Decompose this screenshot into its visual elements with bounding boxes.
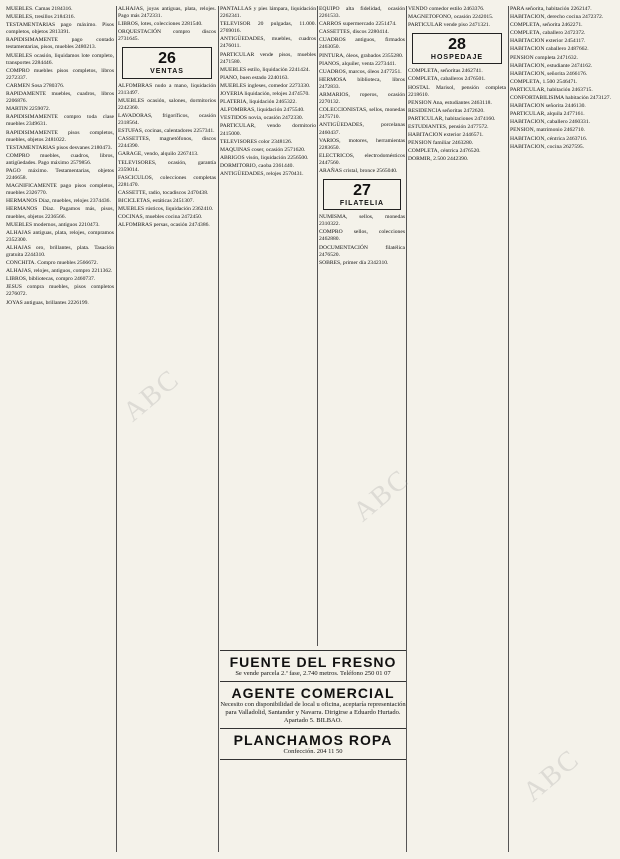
classified-ad: CUADROS antiguos, firmados 2463050. [319, 37, 405, 51]
column-4 [319, 6, 405, 646]
column-6 [510, 6, 614, 852]
classified-ad: HABITACION, derecho cocina 2472372. [510, 14, 604, 21]
watermark: ABC [117, 363, 186, 428]
classified-ad: HABITACION, señorita 2466176. [510, 70, 588, 77]
classified-ad: MUEBLES ocasión, salones, dormitorios 2242360. [118, 97, 216, 111]
ad-headline: PLANCHAMOS ROPA [233, 732, 393, 748]
classified-ad: ALFOMBRAS nudo a mano, liquidación 2313497. [118, 82, 216, 96]
classified-ad: PAGO máximo. Testamentarias, objetos 2246658. [6, 167, 114, 182]
ad-headline: AGENTE COMERCIAL [231, 685, 395, 701]
classified-ad: PENSION Ana, estudiantes 2463118. [408, 99, 492, 106]
classified-ad: ANTIGÜEDADES, muebles, cuadros 2476011. [220, 36, 316, 50]
classified-ad: MARTIN 2259072. [6, 106, 51, 113]
classified-ad: PLATERIA, liquidación 2465322. [220, 99, 297, 106]
classified-ad: ALHAJAS, relojes, antiguos, compro 2211362. [6, 268, 113, 275]
classified-ad: LIBROS, lotes, colecciones 2281540. [118, 21, 203, 28]
classified-ad: HABITACION, céntrica 2463716. [510, 135, 588, 142]
ads-list [118, 83, 216, 230]
classified-ad: COMPRO muebles pisos completos, libros 2272337. [6, 67, 114, 81]
section-number: 26 [158, 50, 176, 68]
ad-text: Confección. 204 11 50 [283, 748, 343, 755]
classified-ad: ALFOMBRAS, liquidación 2475540. [220, 107, 305, 114]
classified-ad: FASCICULOS, colecciones completas 2281470. [118, 174, 216, 188]
ad-text: Se vende parcela 2.ª fase, 2.740 metros. Teléfono 250 01 07 [235, 670, 391, 677]
classified-ad: JESUS compra muebles, pisos completos 2276072. [6, 284, 114, 298]
classified-ad: NUMISMA, sellos, monedas 2310322. [319, 214, 405, 228]
ads-list [220, 6, 316, 178]
classified-ad: MUEBLES ingleses, comedor 2273330. [220, 82, 311, 89]
classified-ad: ALHAJAS, joyas antiguas, plata, relojes. Pago más 2472331. [118, 6, 216, 20]
classified-ad: PINTURA, óleos, grabados 2355280. [319, 52, 404, 59]
classified-ad: DORMITORIO, caoba 2361440. [220, 162, 294, 169]
classified-ad: PANTALLAS y pies lámpara, liquidación 2262341. [220, 6, 316, 20]
classified-ad: ARAÑAS cristal, bronce 2565040. [319, 167, 398, 174]
classified-ad: COMPLETA, caballero 2472372. [510, 30, 586, 37]
section-number: 28 [448, 36, 466, 54]
classified-ad: VENDO comedor estilo 2463376. [408, 6, 485, 12]
classified-ad: HABITACION señorita 2446130. [510, 103, 586, 110]
classified-ad: ESTUFAS, cocinas, calentadores 2257341. [118, 128, 215, 135]
classified-ad: PENSION completa 2471632. [510, 54, 578, 61]
classified-ad: HABITACION exterior 2454117. [510, 38, 586, 45]
classified-ad: BICICLETAS, estáticas 2451307. [118, 197, 194, 204]
classified-ad: COMPLETA, caballeros 2476501. [408, 76, 486, 83]
classified-ad: RAPIDISIMAMENTE pisos completos, muebles, objetos 2481022. [6, 129, 114, 143]
section-header-ventas [122, 47, 212, 78]
classified-ad: ANTIGÜEDADES, porcelanas 2460437. [319, 122, 405, 136]
ad-text: Necesito con disponibilidad de local u oficina, aceptaría representación para Valladolid, Santander y Navarra. Dirigirse a Eduardo Hurtado. Apartado 5. BILBAO. [220, 701, 406, 724]
classified-page [6, 6, 614, 852]
classified-ad: PENSION, matrimonio 2462710. [510, 127, 585, 134]
classified-ad: CASSETTES, discos 2280414. [319, 29, 389, 36]
classified-ad: COLECCIONISTAS, sellos, monedas 2475710. [319, 107, 405, 121]
classified-ad: VESTIDOS novia, ocasión 2472330. [220, 115, 304, 122]
watermark: ABC [517, 743, 586, 808]
classified-ad: CARROS supermercado 2251474. [319, 21, 397, 28]
watermark: ABC [347, 463, 416, 528]
classified-ad: PENSION familiar 2463280. [408, 140, 474, 147]
classified-ad: TESTAMENTARIAS pago máximo. Pisos completos, objetos 2813391. [6, 22, 114, 36]
column-rule [116, 6, 117, 852]
classified-ad: HOSTAL Marisol, pensión completa 2218610. [408, 84, 506, 98]
display-ad [220, 729, 406, 760]
classified-ad: EQUIPO alta fidelidad, ocasión 2261533. [319, 6, 405, 20]
ad-headline: FUENTE DEL FRESNO [229, 654, 397, 670]
classified-ad: HERMANOS Díaz. Pagamos más, pisos, muebles, objetos 2236566. [6, 206, 114, 220]
classified-ad: ANTIGÜEDADES, relojes 2570431. [220, 170, 304, 177]
classified-ad: MUEBLES modernos, antiguos 2210473. [6, 221, 100, 228]
display-ad [220, 651, 406, 682]
classified-ad: ESTUDIANTES, pensión 2477572. [408, 124, 489, 131]
classified-ad: MUEBLES, tresillos 2184316. [6, 14, 75, 21]
classified-ad: DORMIR, 2.500 2442390. [408, 156, 469, 163]
classified-ad: PARTICULAR, vendo dormitorio 2415000. [220, 123, 316, 137]
classified-ad: MAGNETOFONO, ocasión 2242015. [408, 14, 494, 21]
classified-ad: COMPRO muebles, cuadros, libros, antigüedades. Pago máximo 2579856. [6, 152, 114, 166]
classified-ad: MUEBLES ocasión, liquidamos lote completo, transportes 2284446. [6, 52, 114, 66]
classified-ad: ARMARIOS, roperos, ocasión 2270132. [319, 92, 405, 106]
classified-ad: ABRIGOS visón, liquidación 2256500. [220, 154, 309, 161]
classified-ad: JOYERIA liquidación, relojes 2474570. [220, 91, 310, 98]
column-1 [6, 6, 114, 852]
classified-ad: HABITACION caballero 2487662. [510, 46, 589, 53]
classified-ad: TELEVISORES, ocasión, garantía 2359014. [118, 159, 216, 173]
classified-ad: PARTICULAR, alquila 2477161. [510, 111, 585, 118]
column-3 [220, 6, 316, 646]
classified-ad: TELEVISOR 20 pulgadas, 11.000. 2769016. [220, 21, 316, 35]
classified-ad: HABITACION, estudiante 2474162. [510, 62, 593, 69]
classified-ad: VARIOS, motores, herramientas 2283650. [319, 137, 405, 151]
classified-ad: DOCUMENTACIÓN filatélica 2476520. [319, 244, 405, 258]
classified-ad: COMPRO sellos, colecciones 2462880. [319, 229, 405, 243]
classified-ad: MUEBLES rústicos, liquidación 2362410. [118, 206, 214, 213]
classified-ad: GARAGE, vendo, alquilo 2267413. [118, 151, 199, 158]
classified-ad: ORQUESTACIÓN compro discos 2731645. [118, 29, 216, 43]
classified-ad: HABITACION, cocina 2627595. [510, 143, 585, 150]
ads-list [6, 6, 114, 307]
classified-ad: JOYAS antiguas, brillantes 2226199. [6, 299, 89, 306]
ads-list [118, 6, 216, 43]
classified-ad: COCINAS, muebles cocina 2472450. [118, 214, 203, 221]
classified-ad: HABITACION, caballero 2460331. [510, 119, 591, 126]
classified-ad: RAPIDAMENTE muebles, cuadros, libros 2206876. [6, 91, 114, 105]
classified-ad: COMPLETA, señoritas 2462741. [408, 68, 483, 75]
classified-ad: RAPIDISIMAMENTE pago contado testamentarias, pisos, muebles 2480213. [6, 37, 114, 51]
classified-ad: PARTICULAR, habitaciones 2474160. [408, 115, 496, 122]
classified-ad: PARA señorita, habitación 2262147. [510, 6, 592, 12]
section-header-hospedaje [412, 33, 502, 64]
classified-ad: PIANO, buen estado 2240163. [220, 74, 289, 81]
classified-ad: RAPIDISIMAMENTE compro toda clase muebles 2349631. [6, 114, 114, 128]
classified-ad: TESTAMENTARIAS pisos desvanes 2180473. [6, 144, 113, 151]
ads-list [510, 6, 614, 151]
classified-ad: HABITACION exterior 2446571. [408, 132, 484, 139]
column-2 [118, 6, 216, 852]
column-rule [218, 6, 219, 852]
classified-ad: ALHAJAS antiguas, plata, relojes, compramos 2352300. [6, 229, 114, 243]
classified-ad: PARTICULAR, habitación 2463715. [510, 86, 593, 93]
section-header-filatelia [323, 179, 401, 210]
classified-ad: CASSETTE, radio, tocadiscos 2470438. [118, 189, 209, 196]
ads-list [319, 214, 405, 267]
section-label: VENTAS [150, 68, 184, 76]
section-number: 27 [353, 182, 371, 200]
classified-ad: TELEVISORES color 2348126. [220, 138, 293, 145]
classified-ad: PIANOS, alquiler, venta 2273441. [319, 60, 397, 67]
classified-ad: LAVADORAS, frigoríficos, ocasión 2318564. [118, 112, 216, 127]
classified-ad: LIBROS, bibliotecas, compro 2460737. [6, 276, 96, 283]
classified-ad: CONFORTABILISIMA habitación 2473127. [510, 95, 611, 102]
column-5 [408, 6, 506, 852]
classified-ad: PARTICULAR vende pisos, muebles 2471580. [220, 51, 316, 65]
column-rule [406, 6, 407, 852]
classified-ad: HERMOSA biblioteca, libros 2472833. [319, 76, 405, 90]
classified-ad: ALHAJAS oro, brillantes, plata. Tasación gratuita 2244310. [6, 244, 114, 258]
classified-ad: CONCHITA. Compro muebles 2566672. [6, 260, 98, 267]
column-rule [508, 6, 509, 852]
ads-list [408, 6, 506, 29]
classified-ad: CARMEN Sosa 2780376. [6, 82, 65, 89]
classified-ad: MUEBLES estilo, liquidación 2241424. [220, 66, 310, 73]
classified-ad: MUEBLES. Camas 2184316. [6, 6, 73, 12]
classified-ad: COMPLETA, céntrica 2476520. [408, 148, 481, 155]
classified-ad: MAQUINAS coser, ocasión 2571620. [220, 146, 306, 153]
ads-list [319, 6, 405, 175]
classified-ad: COMPLETA, 1.500 2546471. [510, 78, 578, 85]
classified-ad: MAGNIFICAMENTE pago pisos completos, muebles 2326770. [6, 183, 114, 197]
classified-ad: COMPLETA, señorita 2462271. [510, 22, 583, 29]
classified-ad: CASSETTES, magnetófonos, discos 2244390. [118, 136, 216, 150]
classified-ad: SOBRES, primer día 2342310. [319, 259, 389, 266]
section-label: HOSPEDAJE [430, 54, 484, 62]
classified-ad: ELECTRICOS, electrodomésticos 2447560. [319, 152, 405, 166]
classified-ad: HERMANOS Díaz, muebles, relojes 2374436. [6, 198, 111, 205]
column-rule [317, 6, 318, 646]
ads-list [408, 68, 506, 163]
classified-ad: PARTICULAR vende piso 2471321. [408, 22, 491, 29]
display-ads [220, 650, 406, 853]
classified-ad: RESIDENCIA señoritas 2472620. [408, 107, 485, 114]
section-label: FILATELIA [339, 200, 385, 208]
classified-ad: ALFOMBRAS persas, ocasión 2474386. [118, 222, 210, 229]
classified-ad: CUADROS, marcos, óleos 2477251. [319, 68, 402, 75]
display-ad [220, 682, 406, 729]
